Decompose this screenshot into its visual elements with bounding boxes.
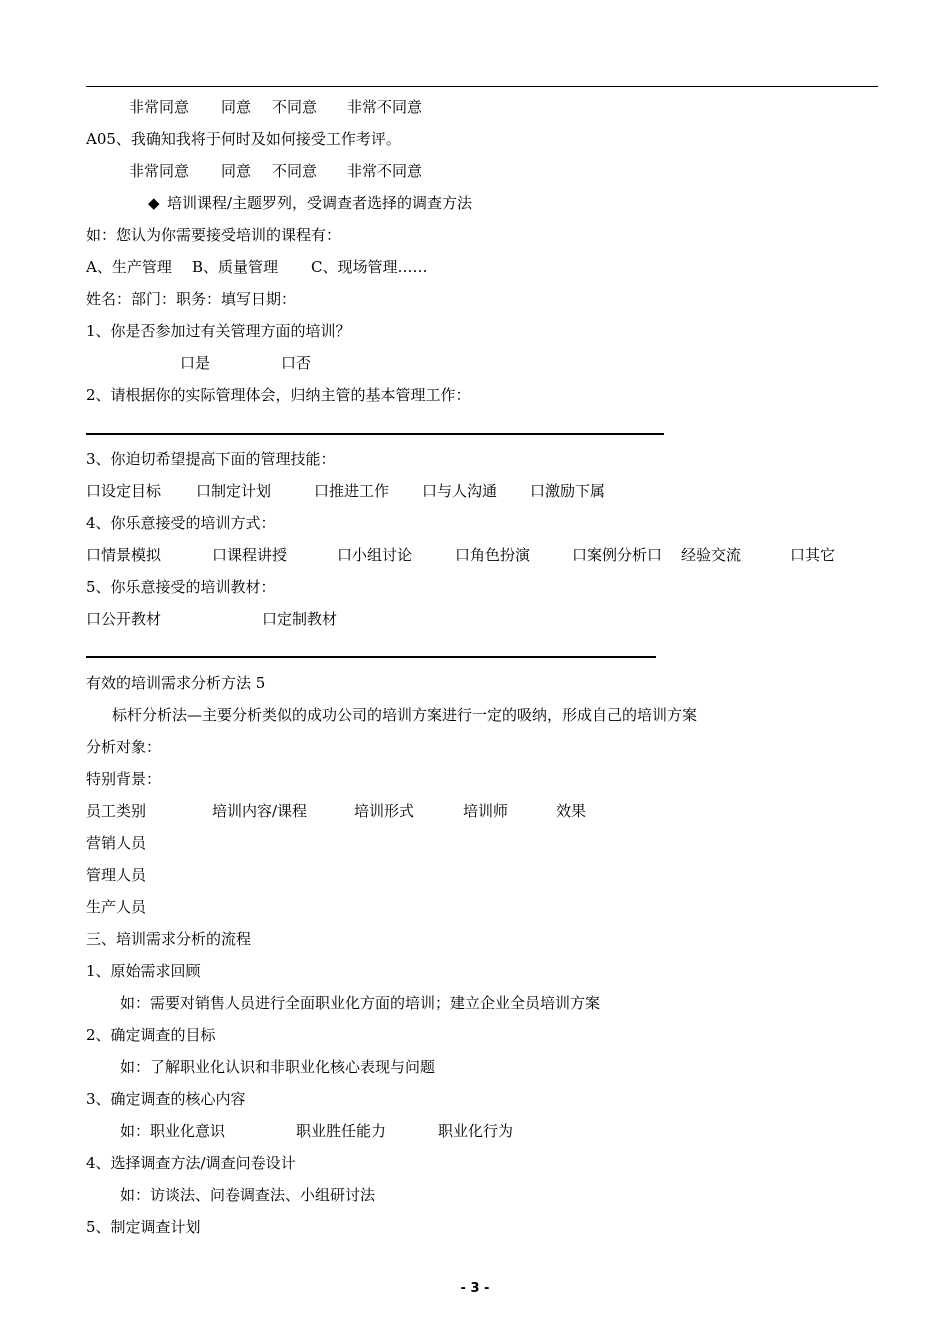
bullet-text: 培训课程/主题罗列，受调查者选择的调查方法: [167, 194, 473, 212]
checkbox-option[interactable]: 口其它: [790, 546, 836, 564]
table-row: 生产人员: [86, 898, 147, 916]
question-4: 4、你乐意接受的培训方式：: [86, 514, 276, 532]
scale-option: 非常同意: [129, 98, 190, 116]
course-option: C、现场管理……: [311, 258, 428, 276]
question-3: 3、你迫切希望提高下面的管理技能：: [86, 450, 336, 468]
page-number: - 3 -: [460, 1281, 490, 1296]
question-a05: A05、我确知我将于何时及如何接受工作考评。: [86, 130, 401, 148]
answer-line: [86, 433, 664, 435]
example-text: 如：了解职业化认识和非职业化核心表现与问题: [120, 1058, 436, 1076]
example-text: 如：访谈法、问卷调查法、小组研讨法: [120, 1186, 376, 1204]
step-3: 3、确定调查的核心内容: [86, 1090, 246, 1108]
checkbox-option[interactable]: 口课程讲授: [212, 546, 288, 564]
checkbox-option[interactable]: 经验交流: [681, 546, 742, 564]
table-row: 营销人员: [86, 834, 147, 852]
method5-title: 有效的培训需求分析方法 5: [86, 674, 266, 692]
checkbox-option[interactable]: 口是: [180, 354, 211, 372]
checkbox-option[interactable]: 口与人沟通: [422, 482, 498, 500]
scale-option: 不同意: [272, 162, 318, 180]
special-background-label: 特别背景：: [86, 770, 162, 788]
table-header: 员工类别: [86, 802, 147, 820]
q5-options: [86, 609, 338, 669]
step-1: 1、原始需求回顾: [86, 962, 201, 980]
table-header: 培训形式: [354, 802, 415, 820]
step-2: 2、确定调查的目标: [86, 1026, 216, 1044]
table-header: 培训师: [463, 802, 509, 820]
checkbox-option[interactable]: 口公开教材: [86, 610, 162, 628]
section3-title: 三、培训需求分析的流程: [86, 930, 252, 948]
section-divider: [86, 656, 656, 658]
checkbox-option[interactable]: 口案例分析口: [572, 546, 663, 564]
table-row: 管理人员: [86, 866, 147, 884]
example-text: 职业化行为: [438, 1122, 514, 1140]
example-text: 职业胜任能力: [296, 1122, 387, 1140]
question-5: 5、你乐意接受的培训教材：: [86, 578, 276, 596]
example-intro: 如：您认为你需要接受培训的课程有：: [86, 226, 342, 244]
scale-option: 非常不同意: [347, 98, 423, 116]
step-5: 5、制定调查计划: [86, 1218, 201, 1236]
scale-option: 同意: [221, 162, 252, 180]
analysis-object-label: 分析对象：: [86, 738, 162, 756]
checkbox-option[interactable]: 口否: [281, 354, 312, 372]
example-text: 如：需要对销售人员进行全面职业化方面的培训；建立企业全员培训方案: [120, 994, 601, 1012]
method5-desc-text: 标杆分析法—主要分析类似的成功公司的培训方案进行一定的吸纳，形成自己的培训方案: [112, 706, 698, 724]
scale-option: 非常同意: [129, 162, 190, 180]
info-fields: 姓名：部门：职务：填写日期：: [86, 290, 297, 308]
checkbox-option[interactable]: 口小组讨论: [337, 546, 413, 564]
checkbox-option[interactable]: 口情景模拟: [86, 546, 162, 564]
course-option: B、质量管理: [192, 258, 279, 276]
checkbox-option[interactable]: 口激励下属: [530, 482, 606, 500]
header-rule: [86, 86, 878, 87]
table-header: 培训内容/课程: [212, 802, 308, 820]
example-text: 如：职业化意识: [120, 1122, 226, 1140]
scale-option: 非常不同意: [347, 162, 423, 180]
checkbox-option[interactable]: 口推进工作: [314, 482, 390, 500]
checkbox-option[interactable]: 口设定目标: [86, 482, 162, 500]
step-4: 4、选择调查方法/调查问卷设计: [86, 1154, 296, 1172]
checkbox-option[interactable]: 口角色扮演: [455, 546, 531, 564]
course-option: A、生产管理: [86, 258, 172, 276]
question-1: 1、你是否参加过有关管理方面的培训？: [86, 322, 351, 340]
checkbox-option[interactable]: 口制定计划: [196, 482, 272, 500]
scale-option: 同意: [221, 98, 252, 116]
table-header: 效果: [556, 802, 587, 820]
scale-option: 不同意: [272, 98, 318, 116]
checkbox-option[interactable]: 口定制教材: [262, 610, 338, 628]
diamond-bullet-icon: ◆: [148, 194, 160, 212]
question-2: 2、请根据你的实际管理体会，归纳主管的基本管理工作：: [86, 386, 471, 404]
